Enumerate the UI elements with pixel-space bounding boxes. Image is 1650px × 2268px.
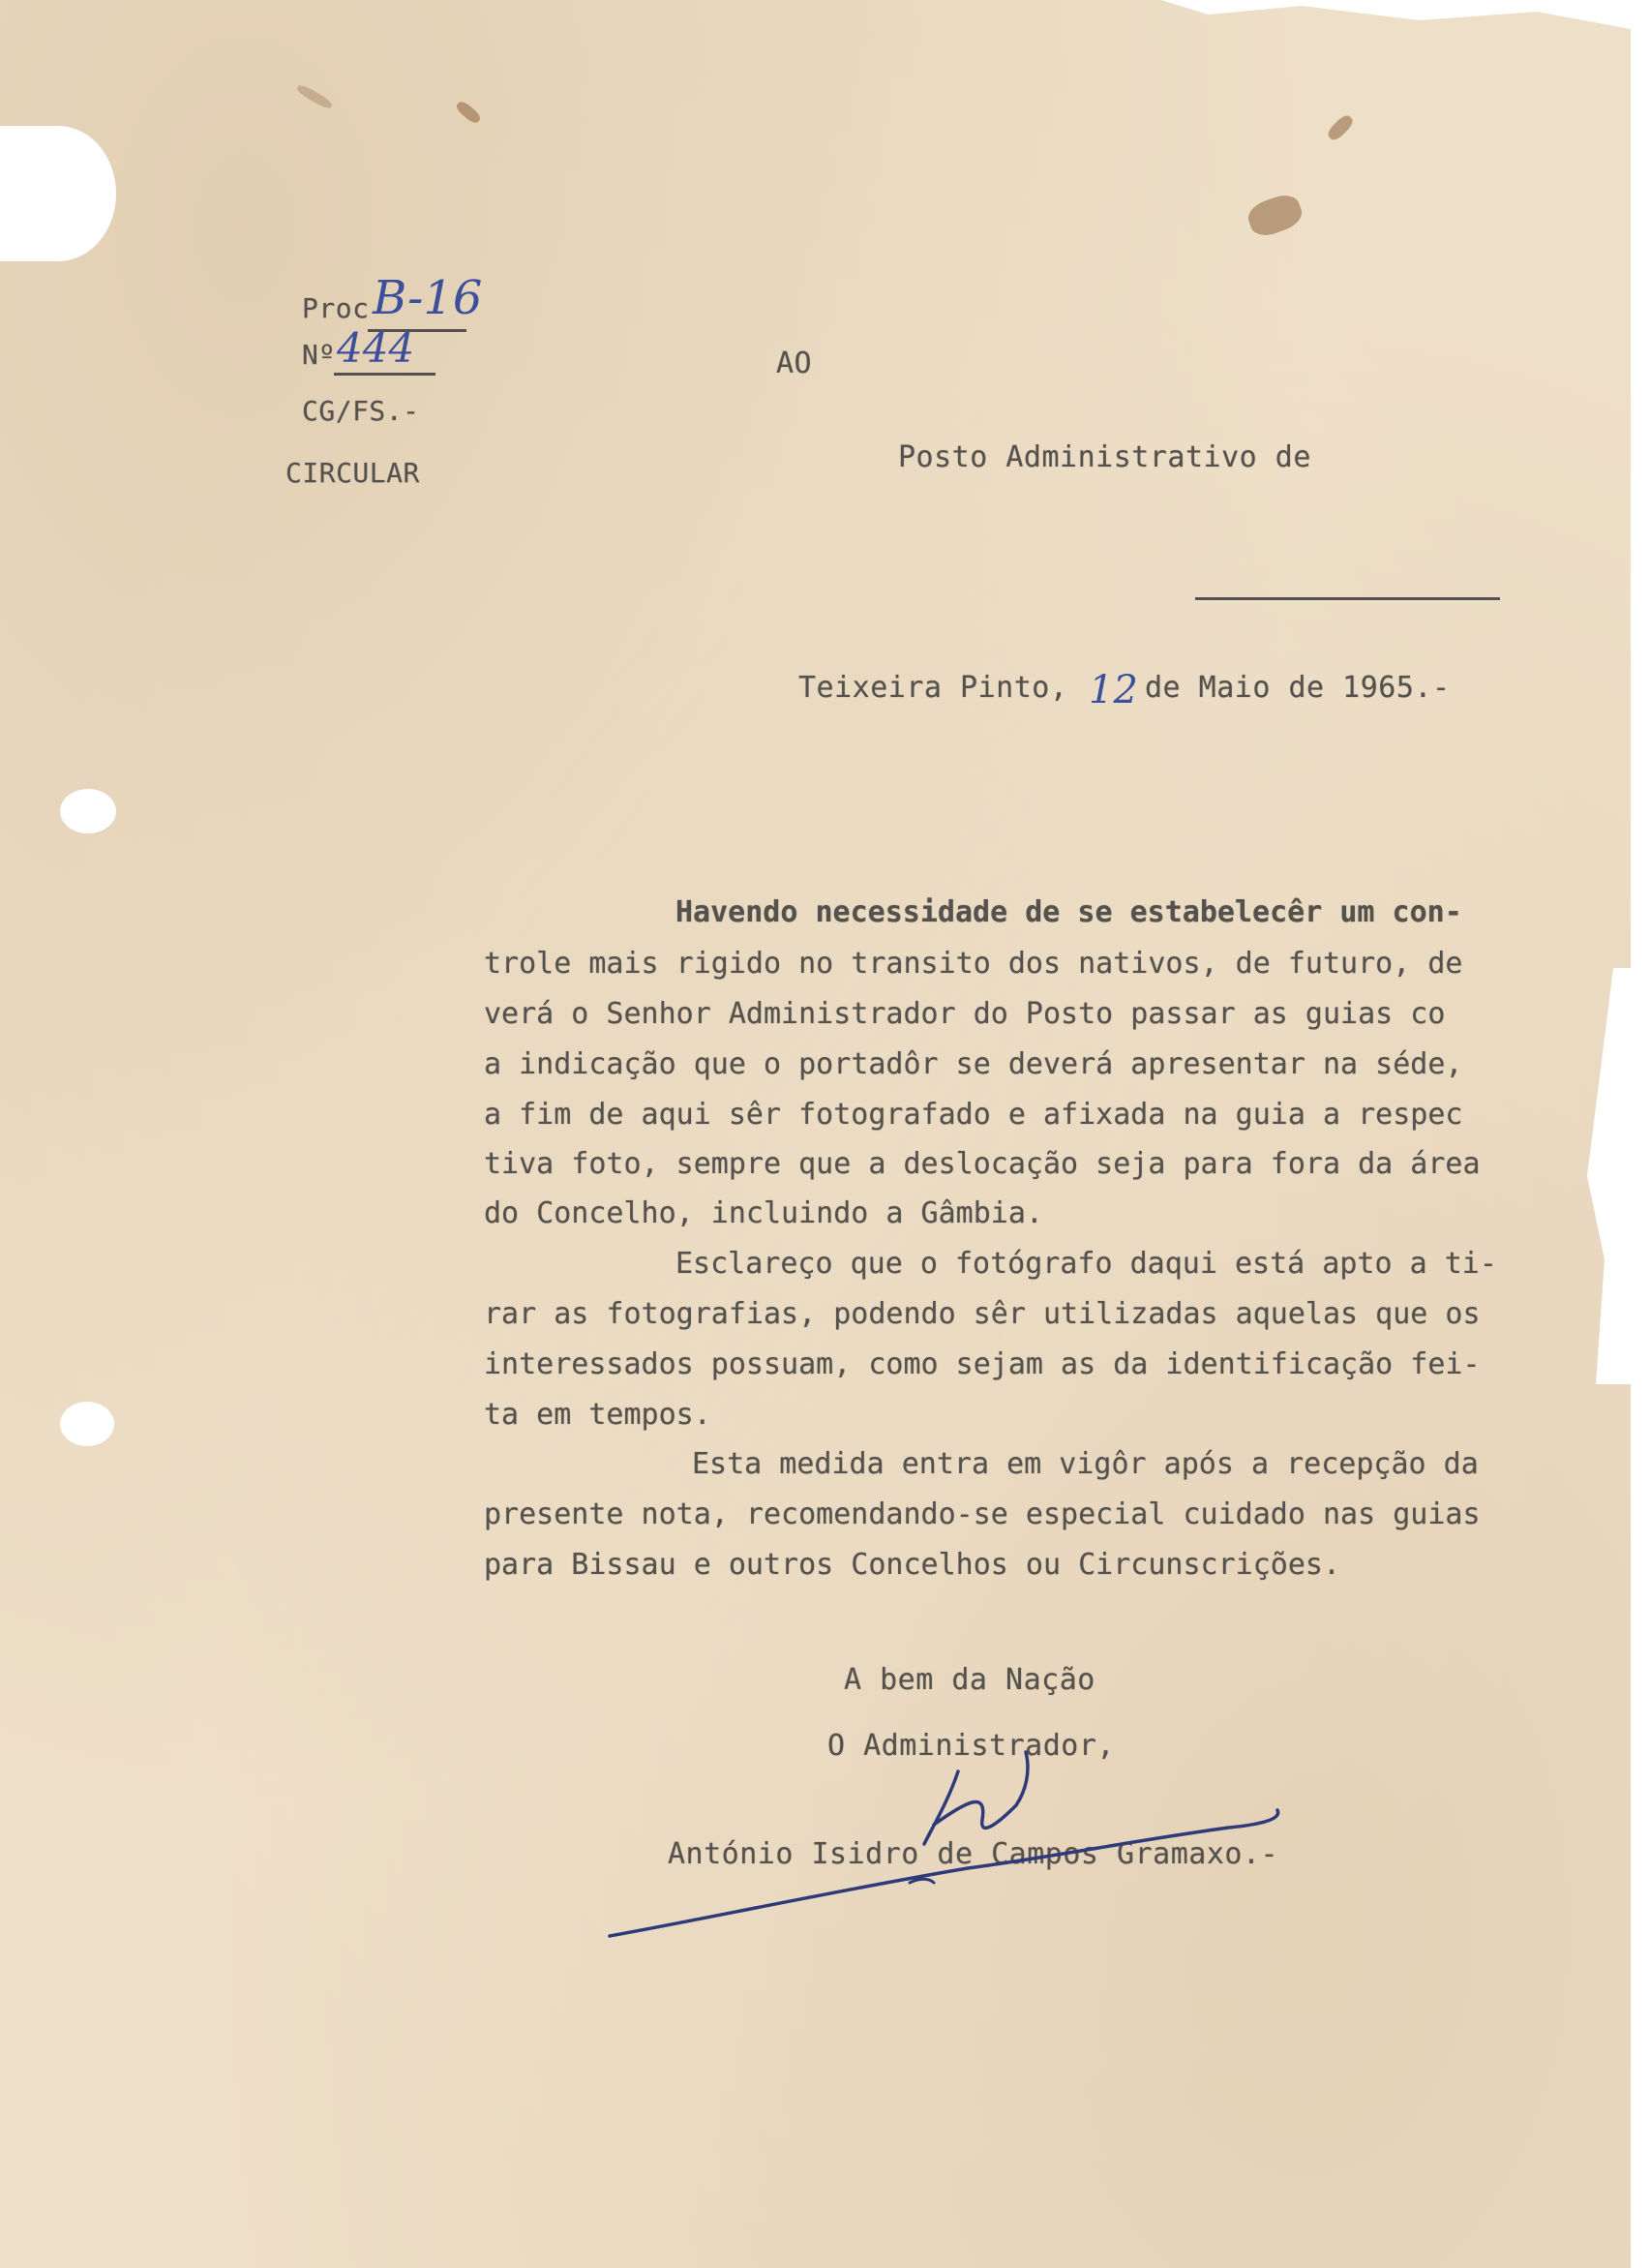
addressee-office: Posto Administrativo de — [898, 440, 1311, 474]
body-line: Havendo necessidade de se estabelecêr um con- — [675, 895, 1462, 929]
body-line: Esclareço que o fotógrafo daqui está apto a ti- — [675, 1247, 1497, 1281]
proc-handwritten-number: B-16 — [373, 271, 483, 325]
body-line: trole mais rigido no transito dos nativos, de futuro, de — [484, 947, 1463, 981]
body-line: para Bissau e outros Concelhos ou Circunscrições. — [484, 1548, 1341, 1582]
body-line: presente nota, recomendando-se especial cuidado nas guias — [484, 1497, 1481, 1531]
date-place: Teixeira Pinto, — [798, 671, 1068, 705]
body-line: a indicação que o portadôr se deverá apresentar na séde, — [484, 1047, 1463, 1081]
number-underline — [334, 373, 435, 376]
body-line: Esta medida entra em vigôr após a recepção da — [692, 1447, 1479, 1481]
punch-hole — [60, 789, 116, 833]
torn-edge — [1587, 968, 1631, 1384]
closing-salutation: A bem da Nação — [844, 1663, 1095, 1697]
handwritten-signature — [600, 1733, 1297, 1955]
torn-corner — [0, 126, 116, 261]
paper-stain — [454, 99, 482, 125]
body-line: ta em tempos. — [484, 1398, 711, 1432]
body-line: interessados possuam, como sejam as da identificação fei- — [484, 1347, 1481, 1381]
paper-stain — [295, 83, 334, 111]
punch-hole — [60, 1402, 114, 1446]
paper-stain — [1325, 112, 1355, 142]
number-handwritten: 444 — [337, 324, 415, 372]
body-line: tiva foto, sempre que a deslocação seja para fora da área — [484, 1147, 1481, 1181]
date-rest: de Maio de 1965.- — [1145, 671, 1451, 705]
closing-title: O Administrador, — [827, 1729, 1115, 1763]
addressee-to: AO — [776, 347, 813, 380]
signatory-name: António Isidro de Campos Gramaxo.- — [668, 1837, 1279, 1871]
addressee-blank-line — [1195, 597, 1500, 600]
paper-stain — [1245, 191, 1306, 241]
body-line: do Concelho, incluindo a Gâmbia. — [484, 1196, 1043, 1230]
torn-edge — [1161, 0, 1631, 29]
doc-type-circular: CIRCULAR — [285, 457, 420, 489]
office-code: CG/FS.- — [302, 395, 420, 427]
body-line: verá o Senhor Administrador do Posto passar as guias co — [484, 997, 1446, 1031]
body-line: a fim de aqui sêr fotografado e afixada na guia a respec — [484, 1098, 1463, 1132]
date-day-handwritten: 12 — [1089, 668, 1138, 712]
body-line: rar as fotografias, podendo sêr utilizadas aquelas que os — [484, 1297, 1481, 1331]
proc-label: Proc — [302, 292, 370, 324]
number-label: Nº — [302, 339, 336, 371]
